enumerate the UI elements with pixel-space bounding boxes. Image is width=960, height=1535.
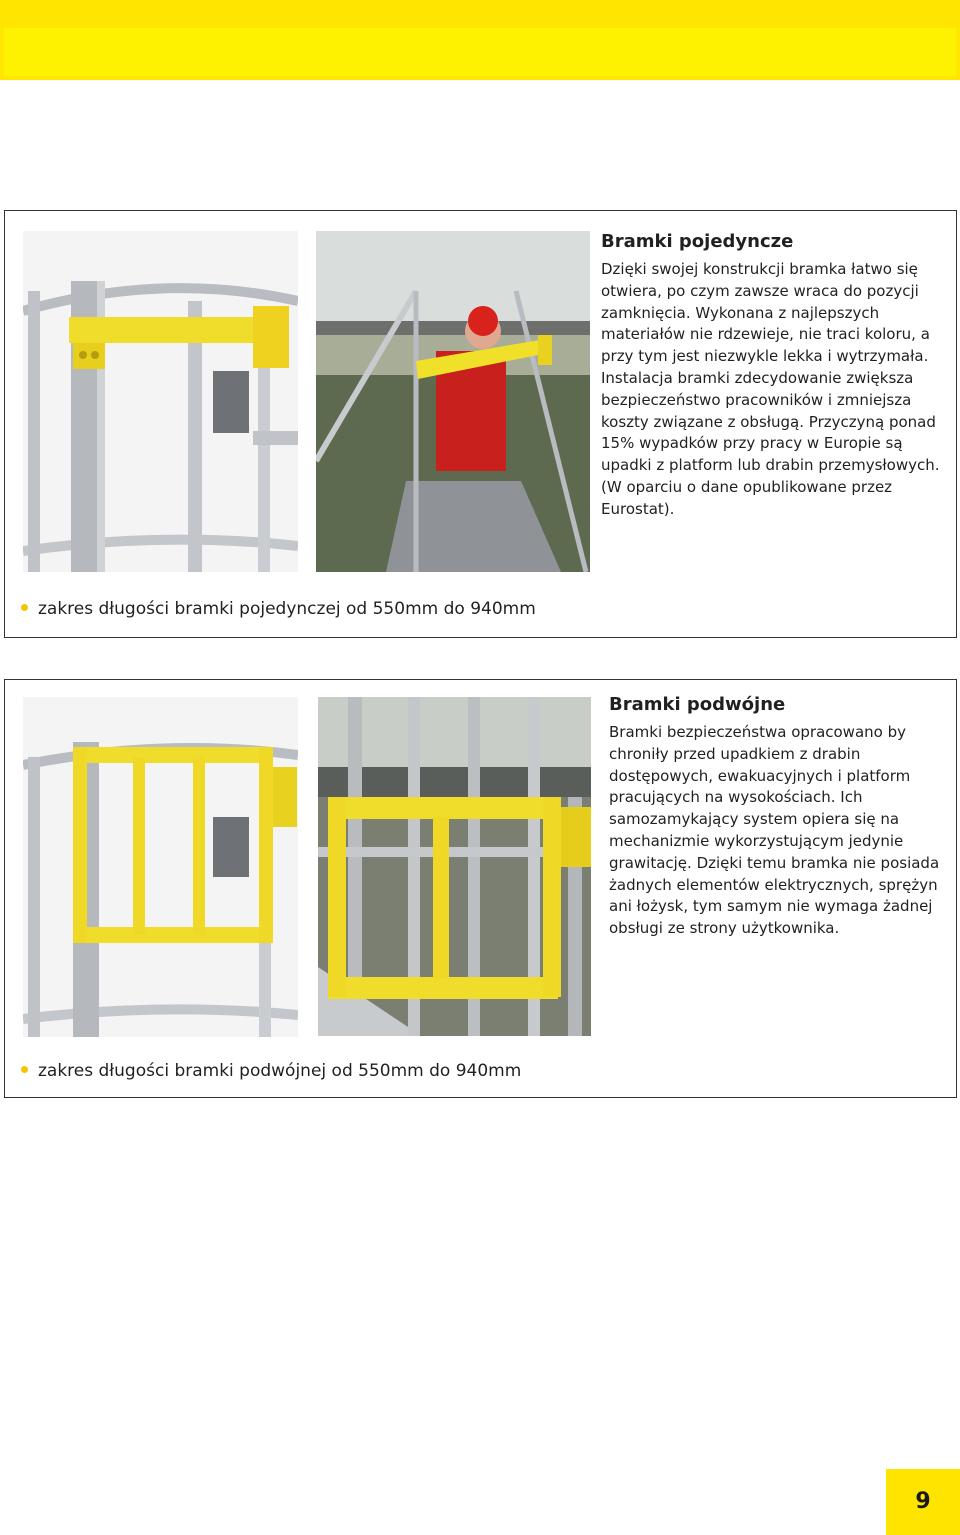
double-gate-panel: [4, 679, 957, 1098]
single-gate-panel: [4, 210, 957, 638]
single-gate-worker-photo: [316, 231, 590, 572]
double-gate-range-text: zakres długości bramki podwójnej od 550mm do 940mm: [38, 1061, 522, 1081]
top-yellow-band: [0, 0, 960, 80]
page-number-box: [886, 1469, 960, 1535]
bullet-icon: [21, 604, 28, 611]
single-gate-range-text: zakres długości bramki pojedynczej od 550mm do 940mm: [38, 599, 536, 619]
single-gate-body: Dzięki swojej konstrukcji bramka łatwo się otwiera, po czym zawsze wraca do pozycji zamknięcia. Wykonana z najlepszych materiałów nie rdzewieje, nie traci koloru, a przy tym jest niezwykle lekka i wytrzymała. Instalacja bramki zdecydowanie zwiększa bezpieczeństwo pracowników i zmniejsza koszty związane z obsługą. Przyczyną ponad 15% wypadków przy pracy w Europie są upadki z platform lub drabin przemysłowych. (W oparciu o dane opublikowane przez Eurostat).: [601, 260, 940, 518]
double-gate-product-photo: [23, 697, 298, 1037]
single-gate-range: [21, 598, 536, 620]
double-gate-title: Bramki podwójne: [609, 694, 786, 715]
double-gate-body: Bramki bezpieczeństwa opracowano by chroniły przed upadkiem z drabin dostępowych, ewakuacyjnych i platform pracujących na wysokościach. Ich samozamykający system opiera się na mechanizmie wykorzystującym jedynie grawitację. Dzięki temu bramka nie posiada żadnych elementów elektrycznych, sprężyn ani łożysk, tym samym nie wymaga żadnej obsługi ze strony użytkownika.: [609, 723, 940, 938]
single-gate-description: [601, 231, 946, 521]
page-number: 9: [915, 1489, 931, 1514]
double-gate-installed-photo: [318, 697, 591, 1036]
double-gate-description: [609, 694, 949, 940]
bullet-icon: [21, 1066, 28, 1073]
single-gate-title: Bramki pojedyncze: [601, 231, 794, 252]
top-band-inner: [4, 28, 956, 76]
single-gate-product-photo: [23, 231, 298, 572]
double-gate-range: [21, 1060, 521, 1082]
